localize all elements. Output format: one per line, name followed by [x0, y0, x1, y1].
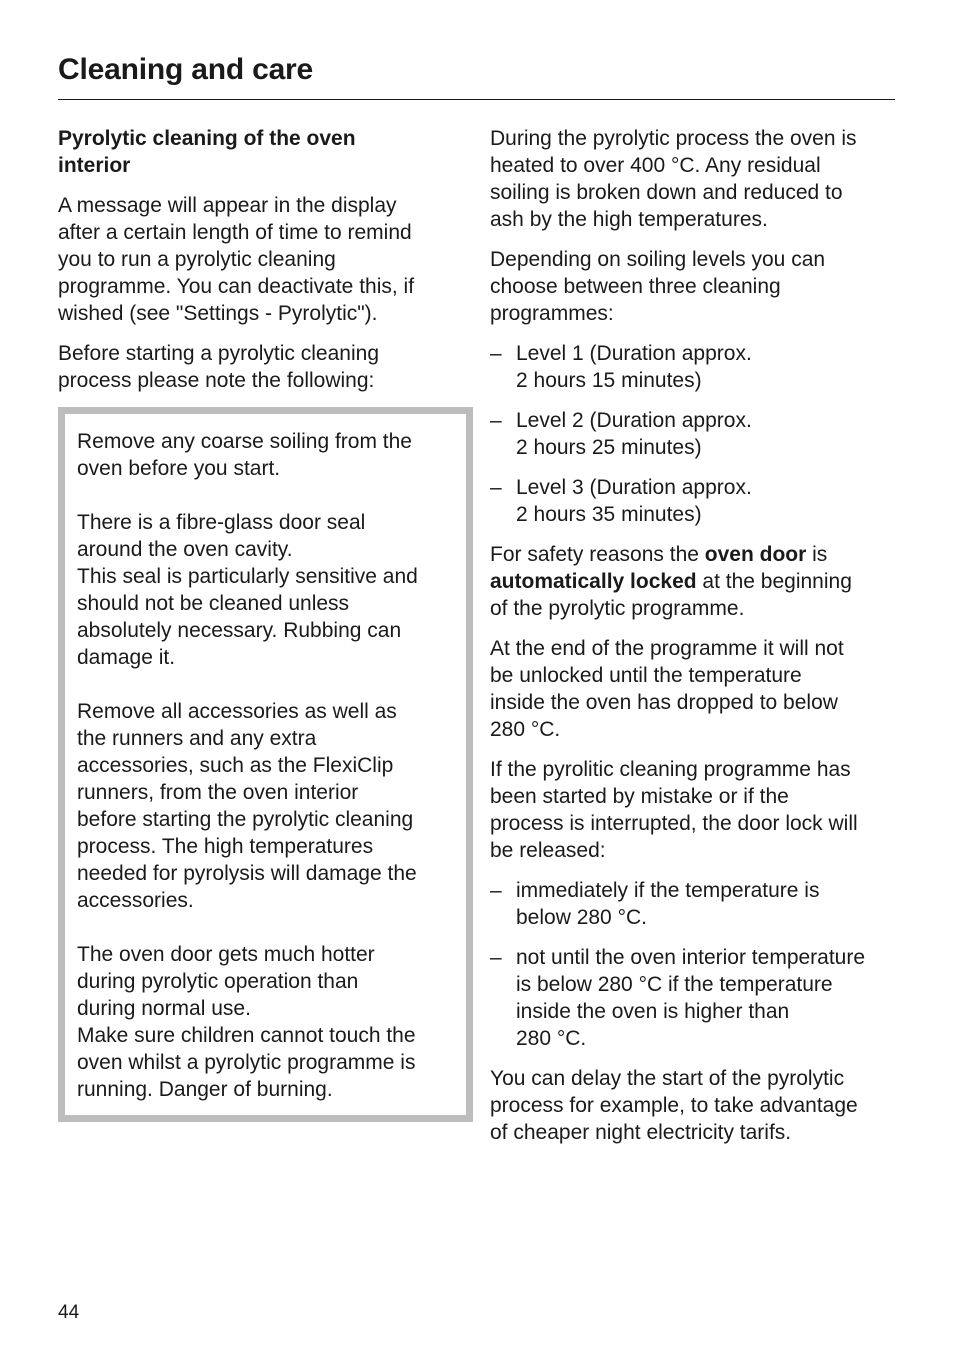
release-text: immediately if the temperature is below 280 °C. — [516, 879, 820, 929]
level-text: Level 2 (Duration approx. 2 hours 25 minutes) — [516, 409, 752, 459]
dash-bullet: – — [490, 946, 502, 969]
unlock-paragraph: At the end of the programme it will not be unlocked until the temperature inside the oven has dropped to below 280 °C. — [490, 637, 844, 741]
dash-bullet: – — [490, 409, 502, 432]
section-heading: Pyrolytic cleaning of the oven interior — [58, 127, 356, 177]
warning-box — [58, 407, 473, 1122]
list-item — [490, 944, 900, 1052]
left-column — [58, 125, 458, 1122]
list-item — [490, 877, 900, 931]
page-title: Cleaning and care — [58, 53, 314, 86]
safety-bold-door: oven door — [704, 543, 807, 566]
list-item — [490, 474, 900, 528]
safety-paragraph — [490, 541, 900, 622]
page-number: 44 — [58, 1302, 80, 1323]
warning-hot-door: The oven door gets much hotter during pyrolytic operation than during normal use. Make sure children cannot touch the oven whilst a pyrolytic programme is running. Danger of burning. — [77, 943, 416, 1101]
warning-door-seal: There is a fibre-glass door seal around the oven cavity. This seal is particularly sensitive and should not be cleaned unless absolutely necessary. Rubbing can damage it. — [77, 511, 418, 669]
warning-accessories: Remove all accessories as well as the runners and any extra accessories, such as the FlexiClip runners, from the oven interior before starting the pyrolytic cleaning process. The high temperatures needed for pyrolysis will damage the accessories. — [77, 700, 417, 912]
intro-paragraph: A message will appear in the display after a certain length of time to remind you to run a pyrolytic cleaning programme. You can deactivate this, if wished (see "Settings - Pyrolytic"). — [58, 194, 415, 325]
level-text: Level 3 (Duration approx. 2 hours 35 minutes) — [516, 476, 752, 526]
levels-intro-paragraph: Depending on soiling levels you can choose between three cleaning programmes: — [490, 248, 826, 325]
list-item — [490, 340, 900, 394]
right-column — [490, 125, 900, 1159]
level-list — [490, 340, 900, 528]
safety-text: at the beginning of the pyrolytic programme. — [490, 570, 852, 620]
safety-text: is — [812, 543, 828, 566]
dash-bullet: – — [490, 342, 502, 365]
title-rule — [58, 99, 895, 100]
level-text: Level 1 (Duration approx. 2 hours 15 minutes) — [516, 342, 752, 392]
list-item — [490, 407, 900, 461]
interrupt-paragraph: If the pyrolitic cleaning programme has been started by mistake or if the process is interrupted, the door lock will be released: — [490, 758, 858, 862]
release-list — [490, 877, 900, 1052]
safety-bold-locked: automatically locked — [490, 570, 697, 593]
safety-text: For safety reasons the — [490, 543, 705, 566]
dash-bullet: – — [490, 879, 502, 902]
release-text: not until the oven interior temperature is below 280 °C if the temperature inside the oven is higher than 280 °C. — [516, 946, 866, 1050]
dash-bullet: – — [490, 476, 502, 499]
delay-paragraph: You can delay the start of the pyrolytic process for example, to take advantage of cheaper night electricity tarifs. — [490, 1067, 858, 1144]
warning-coarse-soiling: Remove any coarse soiling from the oven before you start. — [77, 430, 412, 480]
before-start-paragraph: Before starting a pyrolytic cleaning process please note the following: — [58, 342, 379, 392]
process-paragraph: During the pyrolytic process the oven is heated to over 400 °C. Any residual soiling is broken down and reduced to ash by the high temperatures. — [490, 127, 857, 231]
